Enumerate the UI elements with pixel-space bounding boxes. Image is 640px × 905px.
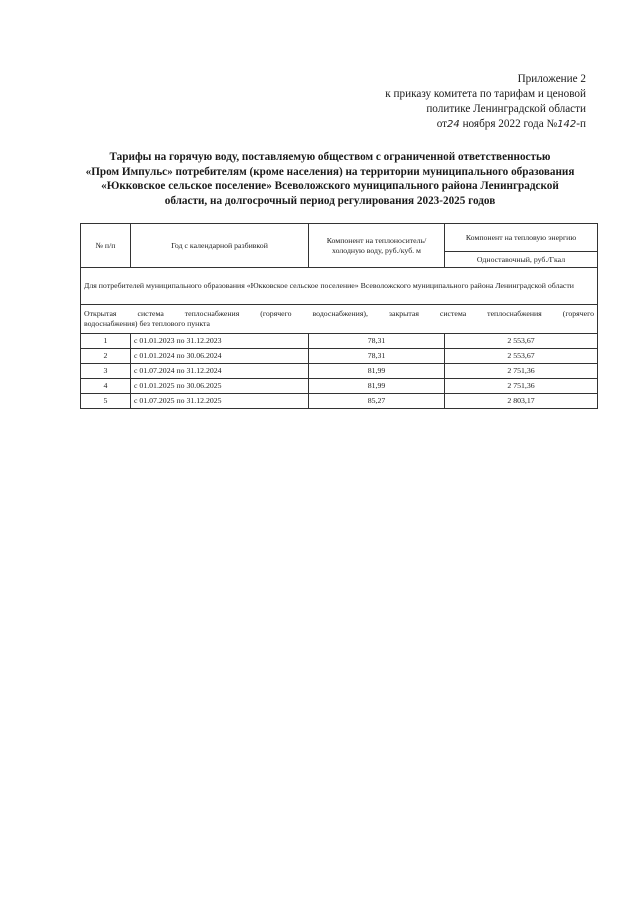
appendix-label: Приложение 2 bbox=[517, 73, 586, 85]
header-heat-single-rate: Одноставочный, руб./Гкал bbox=[445, 252, 598, 268]
header-heat-component: Компонент на тепловую энергию bbox=[445, 224, 598, 252]
row-water: 81,99 bbox=[309, 379, 445, 394]
appendix-order-line: к приказу комитета по тарифам и ценовой bbox=[385, 88, 586, 100]
handwritten-number: 142 bbox=[557, 119, 577, 130]
table-system-row bbox=[81, 305, 598, 334]
row-num: 3 bbox=[81, 364, 131, 379]
appendix-committee-line: политике Ленинградской области bbox=[426, 103, 586, 115]
section-consumers: Для потребителей муниципального образования «Юкковское сельское поселение» Всеволожского муниципального района Ленинградской области bbox=[81, 268, 598, 305]
header-num: № п/п bbox=[81, 224, 131, 268]
table-row bbox=[81, 334, 598, 349]
row-num: 5 bbox=[81, 394, 131, 409]
row-water: 78,31 bbox=[309, 334, 445, 349]
date-prefix: от bbox=[436, 118, 448, 130]
handwritten-day: 24 bbox=[447, 119, 460, 130]
row-water: 81,99 bbox=[309, 364, 445, 379]
row-period: с 01.01.2024 по 30.06.2024 bbox=[131, 349, 309, 364]
date-middle: ноября 2022 года № bbox=[462, 118, 558, 130]
document-title bbox=[80, 150, 580, 208]
title-line-1: Тарифы на горячую воду, поставляемую обществом с ограниченной ответственностью bbox=[109, 151, 551, 163]
tariff-table bbox=[80, 223, 598, 409]
table-header-row bbox=[81, 224, 598, 252]
row-period: с 01.01.2025 по 30.06.2025 bbox=[131, 379, 309, 394]
system-type-line-2: водоснабжения) без теплового пункта bbox=[84, 319, 210, 328]
table-row bbox=[81, 394, 598, 409]
title-line-4: области, на долгосрочный период регулирования 2023-2025 годов bbox=[164, 194, 496, 207]
row-period: с 01.01.2023 по 31.12.2023 bbox=[131, 334, 309, 349]
row-heat: 2 803,17 bbox=[445, 394, 598, 409]
row-water: 78,31 bbox=[309, 349, 445, 364]
system-type-line-1: Открытая система теплоснабжения (горячего водоснабжения), закрытая система теплоснабжения (горячего bbox=[84, 309, 594, 318]
header-period: Год с календарной разбивкой bbox=[131, 224, 309, 268]
row-heat: 2 553,67 bbox=[445, 349, 598, 364]
row-heat: 2 553,67 bbox=[445, 334, 598, 349]
table-row bbox=[81, 379, 598, 394]
table-row bbox=[81, 364, 598, 379]
row-period: с 01.07.2025 по 31.12.2025 bbox=[131, 394, 309, 409]
row-num: 2 bbox=[81, 349, 131, 364]
appendix-date-line bbox=[340, 117, 586, 132]
title-line-3: «Юкковское сельское поселение» Всеволожского муниципального района Ленинградской bbox=[101, 180, 559, 193]
title-line-2: «Пром Импульс» потребителям (кроме населения) на территории муниципального образования bbox=[85, 165, 575, 178]
date-suffix: -п bbox=[576, 118, 586, 130]
row-period: с 01.07.2024 по 31.12.2024 bbox=[131, 364, 309, 379]
table-section-row bbox=[81, 268, 598, 305]
row-num: 4 bbox=[81, 379, 131, 394]
row-heat: 2 751,36 bbox=[445, 379, 598, 394]
row-water: 85,27 bbox=[309, 394, 445, 409]
table-row bbox=[81, 349, 598, 364]
header-water-component: Компонент на теплоноситель/ холодную воду, руб./куб. м bbox=[309, 224, 445, 268]
system-type bbox=[81, 305, 598, 334]
row-heat: 2 751,36 bbox=[445, 364, 598, 379]
row-num: 1 bbox=[81, 334, 131, 349]
appendix-block bbox=[340, 72, 586, 132]
